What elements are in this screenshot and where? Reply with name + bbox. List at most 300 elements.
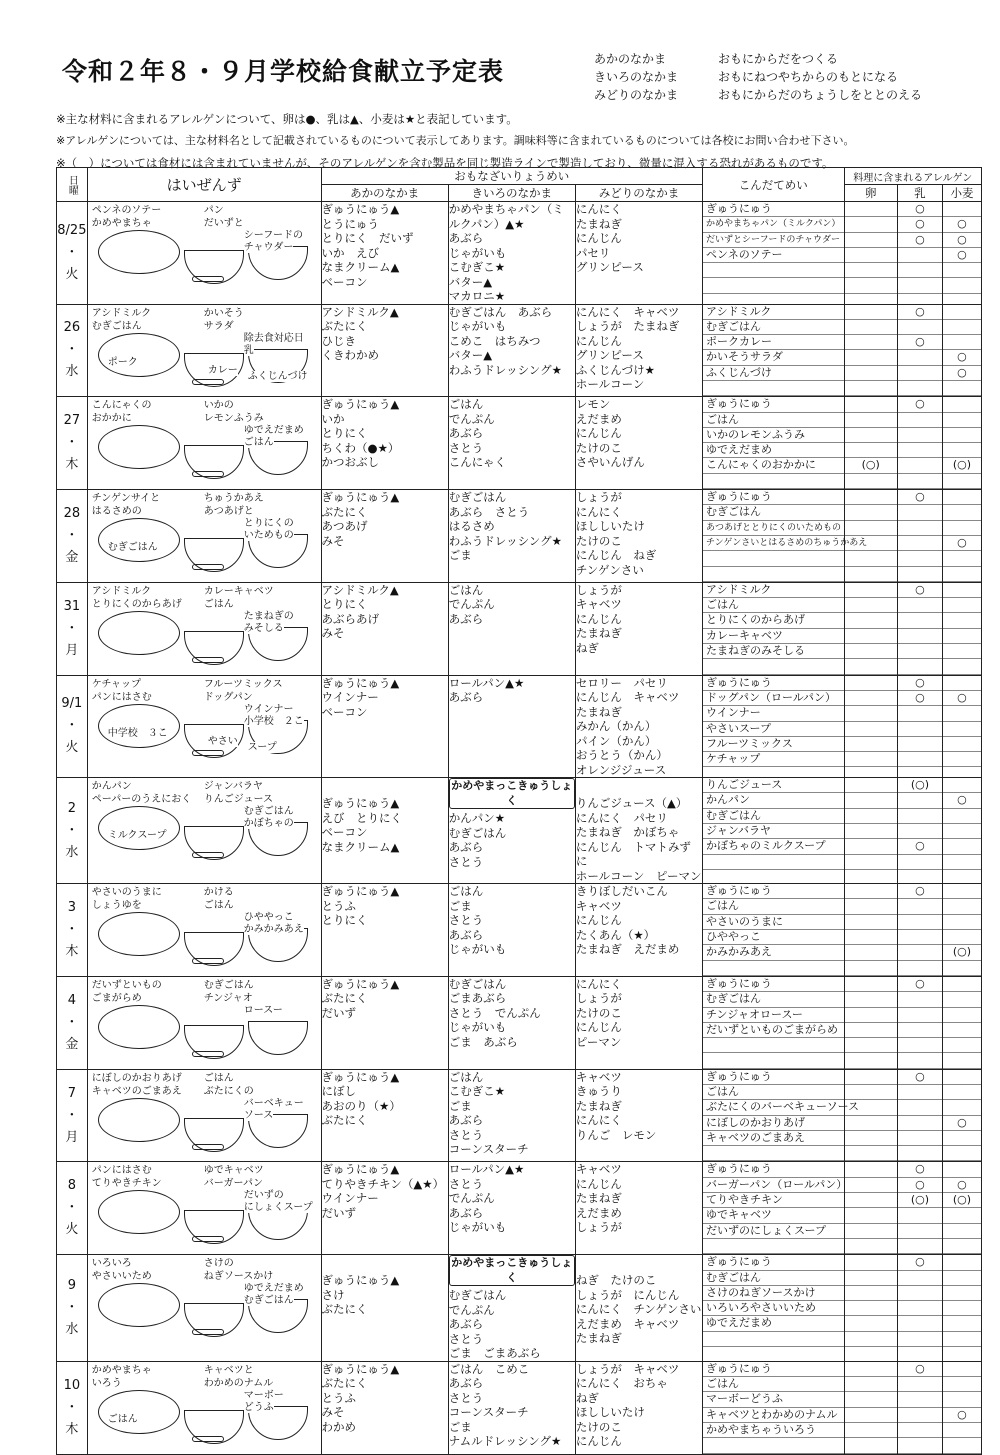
kondate-item	[703, 551, 844, 566]
allergen-egg	[844, 490, 897, 583]
allergen-mark	[845, 1224, 897, 1239]
date-part: 金	[65, 549, 79, 565]
kondate-item: ぎゅうにゅう	[703, 676, 844, 691]
allergen-mark: ○	[943, 366, 981, 381]
allergen-mark	[845, 824, 897, 839]
allergen-mark	[898, 1316, 942, 1331]
allergen-mark	[898, 505, 942, 520]
kondate-list	[703, 202, 845, 305]
date-part: ・	[65, 822, 79, 838]
spoon-icon	[192, 564, 224, 570]
date-part: ・	[65, 527, 79, 543]
kondate-item: あつあげととりにくのいためもの	[703, 521, 844, 536]
allergen-egg	[844, 778, 897, 884]
allergen-mark	[845, 505, 897, 520]
ingredient-list: ごはん こめこ あぶら さとう コーンスターチ ごま ナムルドレッシング★	[448, 1361, 562, 1449]
kondate-item: ぎゅうにゅう	[703, 1162, 844, 1177]
dish-label: にしょくスープ	[243, 1202, 313, 1214]
dish-label: パンにはさむ	[91, 691, 152, 703]
allergen-milk	[897, 1069, 942, 1162]
kondate-item	[703, 1438, 844, 1453]
allergen-mark: ○	[898, 1070, 942, 1085]
allergen-mark	[898, 1271, 942, 1286]
ingredient-list: りんごジュース（▲） にんにく パセリ たまねぎ かぼちゃ にんじん トマトみずに ホールコーン ピーマン	[575, 796, 702, 883]
day-row	[57, 304, 982, 397]
day-date	[57, 397, 88, 490]
allergen-mark	[845, 1332, 897, 1347]
allergen-mark	[943, 428, 981, 443]
allergen-egg	[844, 397, 897, 490]
kondate-item: アシドミルク	[703, 305, 844, 320]
kondate-list	[703, 1255, 845, 1362]
date-part: ・	[65, 620, 79, 636]
dish-label: わかめのナムル	[203, 1377, 274, 1389]
date-part: ・	[65, 922, 79, 938]
allergen-mark	[845, 613, 897, 628]
ingredients-aka	[321, 976, 448, 1069]
dish-label: ロースー	[243, 1004, 283, 1016]
ingredients-aka	[321, 397, 448, 490]
ingredients-kiiro	[448, 202, 575, 305]
date-part: 木	[65, 944, 79, 960]
header-kondate: こんだてめい	[703, 168, 845, 202]
allergen-mark	[898, 706, 942, 721]
allergen-mark	[943, 1208, 981, 1223]
header-allergen: 料理に含まれるアレルゲン	[844, 168, 981, 185]
kondate-item: かめやまちゃパン（ミルクパン）	[703, 217, 844, 232]
dish-label: いろう	[91, 1377, 122, 1389]
plate-icon	[98, 611, 180, 655]
allergen-mark: ○	[943, 217, 981, 232]
allergen-milk	[897, 1255, 942, 1362]
allergen-mark	[845, 793, 897, 808]
dish-label: おかかに	[91, 413, 132, 425]
allergen-wheat	[942, 304, 981, 397]
allergen-milk	[897, 582, 942, 675]
allergen-mark	[898, 1392, 942, 1407]
spoon-icon	[192, 1329, 224, 1335]
kondate-item: ひややっこ	[703, 930, 844, 945]
allergen-mark	[943, 1146, 981, 1161]
allergen-mark	[845, 278, 897, 293]
allergen-mark	[898, 1085, 942, 1100]
allergen-mark	[845, 1162, 897, 1177]
kondate-item	[703, 381, 844, 396]
allergen-mark	[845, 899, 897, 914]
date-part: 26	[63, 320, 81, 336]
ingredient-list: むぎごはん ごまあぶら さとう でんぷん じゃがいも ごま あぶら	[448, 976, 541, 1049]
kondate-item: ふくじんづけ	[703, 366, 844, 381]
dish-label: 乳	[243, 344, 254, 356]
kondate-item: かぼちゃのミルクスープ	[703, 839, 844, 854]
dish-label: ケチャップ	[91, 678, 142, 690]
kondate-item: ペンネのソテー	[703, 248, 844, 263]
kondate-item: かみかみあえ	[703, 945, 844, 960]
allergen-mark	[943, 884, 981, 899]
allergen-mark	[845, 1131, 897, 1146]
ingredient-list: むぎごはん あぶら じゃがいも こめこ はちみつ バター▲ わふうドレッシング★	[448, 304, 562, 377]
kondate-item: ドッグパン（ロールパン）	[703, 691, 844, 706]
allergen-mark	[898, 1038, 942, 1053]
allergen-mark: ○	[898, 202, 942, 217]
day-date	[57, 1255, 88, 1362]
ingredient-list: しょうが キャベツ にんじん たまねぎ ねぎ	[575, 582, 622, 655]
ingredient-list: レモン えだまめ にんじん たけのこ さやいんげん	[575, 397, 645, 470]
allergen-mark	[898, 809, 942, 824]
allergen-mark	[845, 706, 897, 721]
allergen-mark	[898, 443, 942, 458]
allergen-mark: (○)	[898, 1193, 942, 1208]
kondate-item	[703, 278, 844, 293]
dish-label: かける	[203, 887, 234, 899]
allergen-mark	[943, 397, 981, 412]
allergen-mark: ○	[943, 536, 981, 551]
kondate-item: かんパン	[703, 793, 844, 808]
allergen-mark	[943, 706, 981, 721]
kondate-item: ウインナー	[703, 706, 844, 721]
haizen-illustration	[87, 582, 321, 675]
plate-icon	[98, 1190, 180, 1234]
allergen-mark	[943, 778, 981, 793]
plate-icon	[98, 1390, 180, 1434]
kondate-item: チンゲンさいとはるさめのちゅうかあえ	[703, 536, 844, 551]
legend-group: きいろのなかま	[594, 70, 679, 84]
date-part: 2	[67, 800, 77, 816]
dish-label: いかの	[203, 400, 234, 412]
ingredient-list: ぎゅうにゅう▲ ぶたにく あつあげ みそ	[321, 490, 400, 548]
allergen-mark	[943, 1053, 981, 1068]
dish-label: カレー	[207, 364, 238, 376]
allergen-mark	[845, 1008, 897, 1023]
allergen-mark	[898, 1286, 942, 1301]
allergen-mark	[943, 598, 981, 613]
date-part: 3	[67, 900, 77, 916]
dish-label: さけの	[203, 1258, 234, 1270]
dish-label: みそしる	[243, 622, 284, 634]
spoon-icon	[192, 1436, 224, 1442]
allergen-mark	[845, 428, 897, 443]
allergen-mark	[943, 1085, 981, 1100]
allergen-mark	[845, 737, 897, 752]
dish-label: しょうゆを	[91, 900, 142, 912]
dish-label: にぼしのかおりあげ	[91, 1072, 182, 1084]
allergen-mark	[845, 443, 897, 458]
allergen-mark: ○	[898, 676, 942, 691]
kondate-item: アシドミルク	[703, 583, 844, 598]
kondate-item	[703, 659, 844, 674]
ingredients-kiiro	[448, 1361, 575, 1454]
allergen-mark	[845, 474, 897, 489]
day-row	[57, 1361, 982, 1454]
header-egg: 卵	[844, 185, 897, 202]
allergen-mark	[943, 1286, 981, 1301]
allergen-mark	[898, 1408, 942, 1423]
haizen-illustration	[87, 1361, 321, 1454]
kondate-list	[703, 1069, 860, 1162]
kondate-item: だいずといものごまがらめ	[703, 1023, 844, 1038]
dish-label: パンにはさむ	[91, 1165, 152, 1177]
kondate-item	[703, 1332, 844, 1347]
allergen-mark	[845, 1392, 897, 1407]
dish-label: やさい	[207, 735, 238, 747]
kondate-list	[703, 582, 845, 675]
allergen-mark	[845, 1038, 897, 1053]
allergen-mark: ○	[898, 977, 942, 992]
ingredient-list: ごはん でんぷん あぶら さとう こんにゃく	[448, 397, 506, 470]
kondate-item: りんごジュース	[703, 778, 844, 793]
ingredient-list: キャベツ きゅうり たまねぎ にんにく りんご レモン	[575, 1069, 657, 1142]
allergen-mark: ○	[898, 1162, 942, 1177]
notes	[56, 108, 986, 174]
dish-label: ねぎソースかけ	[203, 1271, 274, 1283]
allergen-mark	[943, 977, 981, 992]
spoon-icon	[192, 276, 224, 282]
allergen-mark: ○	[898, 233, 942, 248]
ingredient-list: キャベツ にんじん たまねぎ えだまめ しょうが	[575, 1162, 622, 1235]
ingredient-list: にんにく しょうが たけのこ にんじん ピーマン	[575, 976, 622, 1049]
day-row	[57, 1255, 982, 1362]
allergen-mark	[943, 613, 981, 628]
kondate-item: ぎゅうにゅう	[703, 202, 844, 217]
allergen-mark	[943, 305, 981, 320]
allergen-mark: ○	[898, 583, 942, 598]
allergen-mark	[943, 413, 981, 428]
dish-label: かめやまちゃ	[91, 218, 152, 229]
allergen-mark: (○)	[943, 945, 981, 960]
kondate-item: てりやきチキン	[703, 1193, 844, 1208]
plate-icon	[98, 704, 180, 748]
allergen-egg	[844, 304, 897, 397]
dish-label: かぼちゃの	[243, 818, 294, 830]
dish-label: ペーパーのうえにおく	[91, 794, 192, 806]
ingredient-list: ぎゅうにゅう▲ ウインナー ベーコン	[321, 675, 400, 719]
allergen-mark: ○	[898, 839, 942, 854]
header-haizen: はいぜんず	[87, 168, 321, 202]
plate-icon	[98, 1005, 180, 1049]
ingredient-list: ぎゅうにゅう▲ てりやきチキン（▲★） ウインナー だいず	[321, 1162, 445, 1220]
allergen-mark	[898, 659, 942, 674]
date-part: ・	[65, 1014, 79, 1030]
kondate-item: たまねぎのみそしる	[703, 644, 844, 659]
ingredients-aka	[321, 1255, 448, 1362]
kondate-list	[703, 304, 845, 397]
dish-label: かめやまちゃ	[91, 1364, 152, 1376]
dish-label: むぎごはん	[243, 1295, 294, 1307]
header-wheat: 小麦	[942, 185, 981, 202]
date-part: 10	[63, 1377, 81, 1393]
kondate-item: ぎゅうにゅう	[703, 490, 844, 505]
allergen-mark	[943, 202, 981, 217]
dish-label: ペンネのソテー	[91, 205, 162, 216]
allergen-mark	[845, 397, 897, 412]
ingredient-list: にんにく キャベツ しょうが たまねぎ にんじん グリンピース ふくじんづけ★ ホールコーン	[575, 304, 680, 391]
dish-label: フルーツミックス	[203, 678, 283, 690]
allergen-mark	[845, 752, 897, 767]
ingredient-list: ぎゅうにゅう▲ えび とりにく ベーコン なまクリーム▲	[321, 796, 403, 854]
ingredient-list: ぎゅうにゅう▲ さけ ぶたにく	[321, 1273, 400, 1317]
ingredient-list: アシドミルク▲ とりにく あぶらあげ みそ	[321, 582, 399, 641]
dish-label: こんにゃくの	[91, 400, 152, 412]
allergen-mark	[943, 521, 981, 536]
allergen-mark: (○)	[845, 458, 897, 473]
allergen-mark	[845, 583, 897, 598]
bowl-icon	[248, 1021, 308, 1055]
kondate-item: ぎゅうにゅう	[703, 977, 844, 992]
legend-desc: おもにからだをつくる	[718, 52, 839, 66]
day-row	[57, 397, 982, 490]
allergen-mark	[845, 1271, 897, 1286]
ingredient-list: かんパン★ むぎごはん あぶら さとう	[448, 811, 507, 869]
kondate-item: ぎゅうにゅう	[703, 884, 844, 899]
spoon-icon	[192, 852, 224, 858]
date-part: 31	[63, 598, 81, 614]
allergen-mark	[898, 1131, 942, 1146]
allergen-mark	[845, 248, 897, 263]
allergen-mark	[943, 737, 981, 752]
allergen-mark	[845, 1377, 897, 1392]
kondate-item: マーボーどうふ	[703, 1392, 844, 1407]
dish-label: かんパン	[91, 781, 132, 793]
allergen-mark	[943, 1162, 981, 1177]
dish-label: キャベツと	[203, 1364, 254, 1376]
special-lunch-banner: かめやまっこきゅうしょく	[449, 1255, 575, 1286]
dish-label: たまねぎの	[243, 610, 294, 622]
allergen-wheat	[942, 1069, 981, 1162]
allergen-wheat	[942, 1255, 981, 1362]
allergen-mark	[943, 915, 981, 930]
allergen-mark	[845, 490, 897, 505]
allergen-mark	[845, 676, 897, 691]
allergen-mark	[898, 366, 942, 381]
date-part: ・	[65, 1300, 79, 1315]
kondate-item	[703, 263, 844, 278]
kondate-item: かめやまちゃういろう	[703, 1423, 844, 1438]
ingredients-kiiro	[448, 675, 575, 778]
legend-desc: おもにからだのちょうしをととのえる	[718, 88, 923, 102]
allergen-mark	[898, 413, 942, 428]
allergen-mark	[845, 1408, 897, 1423]
ingredient-list: しょうが にんにく ほししいたけ たけのこ にんじん ねぎ チンゲンさい	[575, 490, 657, 577]
allergen-mark	[943, 930, 981, 945]
dish-label: チンゲンサイと	[91, 493, 161, 505]
allergen-mark	[845, 1208, 897, 1223]
day-date	[57, 202, 88, 305]
day-row	[57, 884, 982, 977]
allergen-mark	[898, 1208, 942, 1223]
kondate-item: むぎごはん	[703, 320, 844, 335]
date-part: 木	[65, 457, 79, 473]
menu-table	[56, 167, 982, 1455]
ingredient-list: セロリー パセリ にんじん キャベツ たまねぎ みかん（かん） パイン（かん） おうとう（かん） オレンジジュース	[575, 675, 680, 777]
ingredients-midori	[575, 675, 702, 778]
allergen-mark	[845, 722, 897, 737]
kondate-item: ぶたにくのバーベキューソース	[703, 1100, 844, 1115]
note-line: ※（ ）については食材には含まれていませんが、そのアレルゲンを含む製品を同じ製造ラインで製造しており、微量に混入する恐れがあるものです。	[56, 156, 834, 170]
allergen-mark	[898, 1008, 942, 1023]
date-part: 7	[67, 1085, 77, 1101]
allergen-mark	[845, 809, 897, 824]
allergen-milk	[897, 884, 942, 977]
ingredients-midori	[575, 202, 702, 305]
haizen-illustration	[87, 1162, 321, 1255]
day-date	[57, 1069, 88, 1162]
haizen-illustration	[87, 202, 321, 305]
dish-label: はるさめの	[91, 506, 142, 518]
date-part: 火	[65, 266, 79, 282]
allergen-mark	[943, 320, 981, 335]
dish-label: だいずの	[243, 1190, 284, 1202]
allergen-mark	[845, 839, 897, 854]
ingredients-kiiro	[448, 582, 575, 675]
kondate-item	[703, 567, 844, 582]
allergen-mark	[898, 644, 942, 659]
allergen-mark	[898, 1100, 942, 1115]
dish-label: てりやきチキン	[91, 1178, 162, 1190]
dish-label: ごはん	[203, 900, 234, 912]
allergen-wheat	[942, 976, 981, 1069]
allergen-mark	[943, 961, 981, 976]
allergen-mark	[898, 248, 942, 263]
dish-label: ミルクスープ	[107, 830, 167, 842]
ingredients-midori	[575, 976, 702, 1069]
spoon-icon	[192, 379, 224, 385]
ingredients-kiiro	[448, 1255, 575, 1362]
day-row	[57, 490, 982, 583]
dish-label: りんごジュース	[203, 794, 274, 806]
allergen-mark: (○)	[898, 778, 942, 793]
ingredient-list: かめやまちゃパン（ミルクパン）▲★ あぶら じゃがいも こむぎこ★ バター▲ マカロニ★	[448, 202, 564, 303]
allergen-mark	[845, 930, 897, 945]
allergen-mark	[845, 551, 897, 566]
allergen-mark	[943, 1271, 981, 1286]
allergen-mark	[845, 1423, 897, 1438]
date-part: 8/25	[57, 222, 87, 238]
allergen-mark	[845, 233, 897, 248]
allergen-mark: ○	[898, 691, 942, 706]
allergen-mark	[845, 977, 897, 992]
allergen-mark	[898, 1377, 942, 1392]
day-row	[57, 1162, 982, 1255]
kondate-item: だいずのにしょくスープ	[703, 1224, 844, 1239]
allergen-mark	[943, 1301, 981, 1316]
allergen-mark	[943, 1377, 981, 1392]
plate-icon	[98, 1098, 180, 1142]
allergen-mark	[943, 1239, 981, 1254]
allergen-wheat	[942, 1361, 981, 1454]
dish-label: かみかみあえ	[243, 924, 304, 936]
day-date	[57, 304, 88, 397]
allergen-egg	[844, 202, 897, 305]
allergen-mark	[943, 839, 981, 854]
allergen-mark	[898, 613, 942, 628]
allergen-wheat	[942, 202, 981, 305]
kondate-item: ゆでえだまめ	[703, 1316, 844, 1331]
dish-label: バーガーパン	[203, 1178, 264, 1190]
allergen-mark	[845, 945, 897, 960]
ingredients-midori	[575, 397, 702, 490]
kondate-item	[703, 1239, 844, 1254]
ingredients-kiiro	[448, 778, 575, 884]
ingredients-kiiro	[448, 884, 575, 977]
allergen-mark	[943, 1392, 981, 1407]
dish-label: アシドミルク	[91, 585, 152, 597]
kondate-item	[703, 1053, 844, 1068]
allergen-mark	[845, 992, 897, 1007]
allergen-mark	[943, 583, 981, 598]
date-part: 水	[65, 844, 79, 860]
allergen-mark	[898, 855, 942, 870]
kondate-item	[703, 961, 844, 976]
